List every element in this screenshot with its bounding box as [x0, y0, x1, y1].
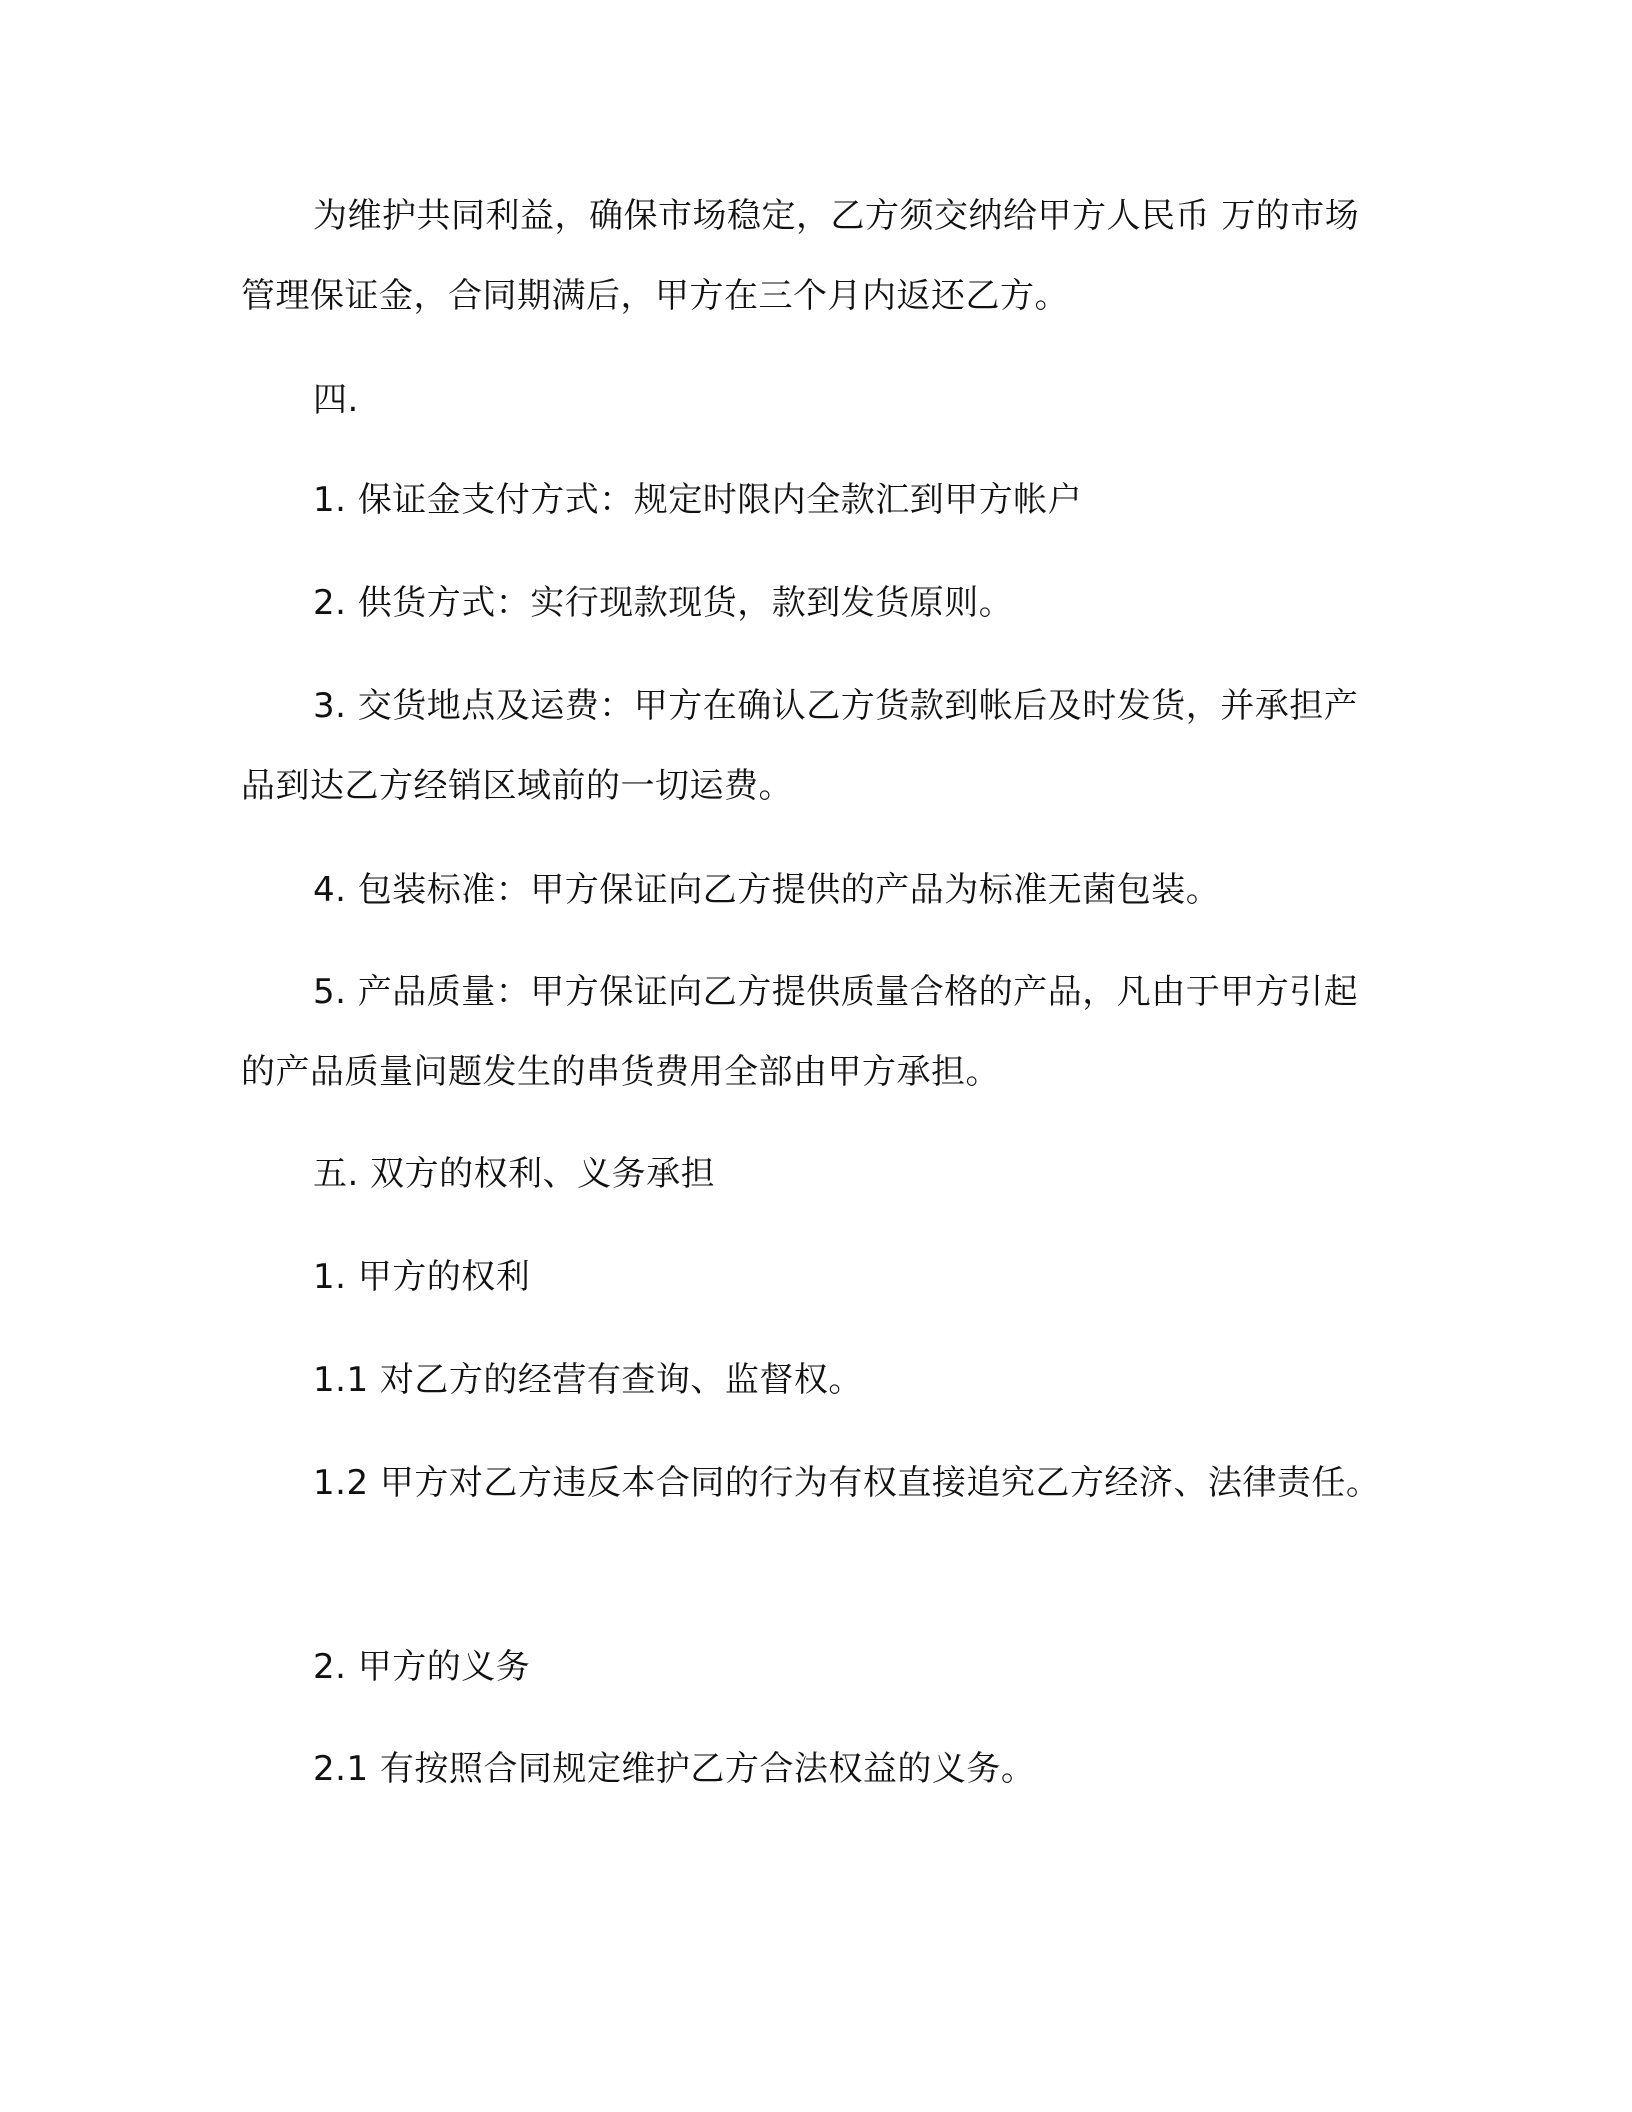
section-heading-five: 五. 双方的权利、义务承担: [313, 1154, 716, 1194]
clause-payment-method: 1. 保证金支付方式：规定时限内全款汇到甲方帐户: [313, 480, 1083, 520]
section-heading-four: 四.: [313, 380, 359, 420]
paragraph-deposit: 为维护共同利益，确保市场稳定，乙方须交纳给甲方人民币 万的市场管理保证金，合同期满后，甲方在三个月内返还乙方。: [241, 196, 1360, 316]
clause-1-2: 1.2 甲方对乙方违反本合同的行为有权直接追究乙方经济、法律责任。: [313, 1463, 1381, 1503]
clause-supply-method: 2. 供货方式：实行现款现货，款到发货原则。: [313, 583, 1014, 623]
clause-1-1: 1.1 对乙方的经营有查询、监督权。: [313, 1360, 863, 1400]
clause-delivery-freight: 3. 交货地点及运费：甲方在确认乙方货款到帐后及时发货，并承担产品到达乙方经销区域前的一切运费。: [241, 686, 1359, 806]
clause-packaging: 4. 包装标准：甲方保证向乙方提供的产品为标准无菌包装。: [313, 870, 1221, 910]
clause-2-1: 2.1 有按照合同规定维护乙方合法权益的义务。: [313, 1749, 1036, 1789]
subheading-party-a-rights: 1. 甲方的权利: [313, 1257, 531, 1297]
subheading-party-a-duties: 2. 甲方的义务: [313, 1647, 531, 1687]
clause-product-quality: 5. 产品质量：甲方保证向乙方提供质量合格的产品，凡由于甲方引起的产品质量问题发生的串货费用全部由甲方承担。: [241, 972, 1359, 1092]
